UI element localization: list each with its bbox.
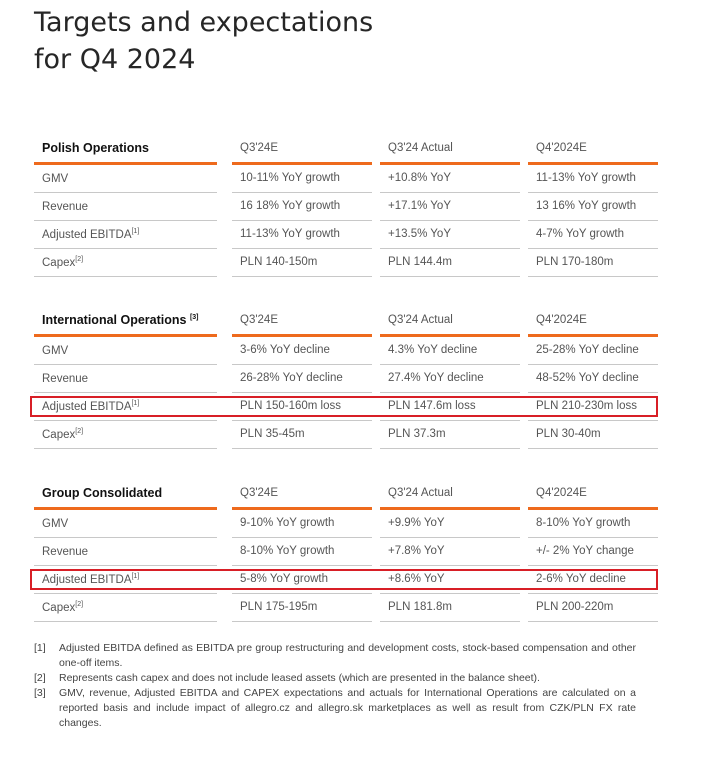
section-title: Group Consolidated: [42, 486, 163, 500]
table-header: [34, 308, 664, 337]
column-header-q3-actual: Q3'24 Actual: [388, 314, 453, 326]
table-header: [34, 481, 664, 510]
row-label: Adjusted EBITDA[1]: [42, 400, 140, 413]
cell-q4e: 2-6% YoY decline: [536, 573, 626, 585]
footnote: [34, 641, 636, 671]
row-label: Revenue: [42, 201, 89, 213]
footnote: [34, 671, 636, 686]
footnote-text: Represents cash capex and does not include leased assets (which are presented in the balance sheet).: [59, 672, 540, 684]
row-label: Adjusted EBITDA[1]: [42, 573, 140, 586]
cell-q3-actual: +9.9% YoY: [388, 517, 445, 529]
row-label: GMV: [42, 173, 69, 185]
table-row: [34, 193, 664, 221]
row-label: Revenue: [42, 546, 89, 558]
footnote-mark: [2]: [34, 672, 46, 684]
row-label: Capex[2]: [42, 601, 84, 614]
cell-q3e: PLN 150-160m loss: [240, 400, 341, 412]
table-row: [34, 594, 664, 622]
table-row: [34, 510, 664, 538]
group-consolidated-table: [34, 481, 664, 622]
column-header-q3e: Q3'24E: [240, 314, 278, 326]
row-label: GMV: [42, 518, 69, 530]
table-row-highlighted: [34, 393, 664, 421]
section-title: Polish Operations: [42, 141, 149, 155]
row-label: Adjusted EBITDA[1]: [42, 228, 140, 241]
cell-q3-actual: PLN 37.3m: [388, 428, 446, 440]
polish-operations-table: [34, 136, 664, 277]
cell-q3-actual: +7.8% YoY: [388, 545, 445, 557]
cell-q3-actual: 27.4% YoY decline: [388, 372, 484, 384]
cell-q3-actual: PLN 147.6m loss: [388, 400, 476, 412]
cell-q4e: 11-13% YoY growth: [536, 172, 636, 184]
table-row: [34, 538, 664, 566]
title-line-1: Targets and expectations: [34, 7, 374, 38]
column-header-q4e: Q4'2024E: [536, 487, 587, 499]
cell-q4e: PLN 170-180m: [536, 256, 614, 268]
cell-q3e: PLN 140-150m: [240, 256, 318, 268]
cell-q4e: 4-7% YoY growth: [536, 228, 625, 240]
cell-q3e: PLN 35-45m: [240, 428, 305, 440]
cell-q3e: 5-8% YoY growth: [240, 573, 329, 585]
cell-q3e: 8-10% YoY growth: [240, 545, 335, 557]
cell-q4e: PLN 200-220m: [536, 601, 614, 613]
cell-q3-actual: +10.8% YoY: [388, 172, 451, 184]
cell-q3e: 3-6% YoY decline: [240, 344, 330, 356]
cell-q3-actual: PLN 181.8m: [388, 601, 452, 613]
international-operations-table: [34, 308, 664, 449]
footnote-mark: [1]: [34, 642, 46, 654]
cell-q4e: 8-10% YoY growth: [536, 517, 631, 529]
cell-q3-actual: PLN 144.4m: [388, 256, 452, 268]
cell-q3e: 26-28% YoY decline: [240, 372, 343, 384]
cell-q3e: 16 18% YoY growth: [240, 200, 341, 212]
table-row: [34, 249, 664, 277]
column-header-q3e: Q3'24E: [240, 142, 278, 154]
footnote-mark: [3]: [34, 687, 46, 699]
column-header-q3e: Q3'24E: [240, 487, 278, 499]
row-label: GMV: [42, 345, 69, 357]
row-label: Capex[2]: [42, 256, 84, 269]
footnote-text: GMV, revenue, Adjusted EBITDA and CAPEX expectations and actuals for International Operations are calculated on a reported basis and include impact of allegro.cz and allegro.sk marketplaces as well as result from CZK/PLN FX rate changes.: [59, 687, 636, 729]
footnote-text: Adjusted EBITDA defined as EBITDA pre group restructuring and development costs, stock-based compensation and other one-off items.: [59, 642, 636, 669]
cell-q3e: PLN 175-195m: [240, 601, 318, 613]
table-row-highlighted: [34, 566, 664, 594]
cell-q3-actual: +17.1% YoY: [388, 200, 451, 212]
column-header-q3-actual: Q3'24 Actual: [388, 142, 453, 154]
row-label: Capex[2]: [42, 428, 84, 441]
cell-q4e: 13 16% YoY growth: [536, 200, 637, 212]
cell-q4e: 48-52% YoY decline: [536, 372, 639, 384]
table-header: [34, 136, 664, 165]
table-row: [34, 365, 664, 393]
cell-q4e: 25-28% YoY decline: [536, 344, 639, 356]
cell-q3e: 11-13% YoY growth: [240, 228, 340, 240]
page-title: [34, 4, 373, 78]
cell-q3-actual: +13.5% YoY: [388, 228, 451, 240]
table-row: [34, 221, 664, 249]
cell-q4e: +/- 2% YoY change: [536, 545, 634, 557]
cell-q4e: PLN 30-40m: [536, 428, 601, 440]
column-header-q4e: Q4'2024E: [536, 142, 587, 154]
cell-q3-actual: +8.6% YoY: [388, 573, 445, 585]
section-title: International Operations [3]: [42, 313, 199, 327]
footnotes: [34, 641, 636, 731]
cell-q3-actual: 4.3% YoY decline: [388, 344, 478, 356]
cell-q3e: 9-10% YoY growth: [240, 517, 335, 529]
title-line-2: for Q4 2024: [34, 44, 196, 75]
table-row: [34, 421, 664, 449]
column-header-q4e: Q4'2024E: [536, 314, 587, 326]
column-header-q3-actual: Q3'24 Actual: [388, 487, 453, 499]
table-row: [34, 165, 664, 193]
cell-q4e: PLN 210-230m loss: [536, 400, 637, 412]
footnote: [34, 686, 636, 731]
cell-q3e: 10-11% YoY growth: [240, 172, 340, 184]
table-row: [34, 337, 664, 365]
row-label: Revenue: [42, 373, 89, 385]
